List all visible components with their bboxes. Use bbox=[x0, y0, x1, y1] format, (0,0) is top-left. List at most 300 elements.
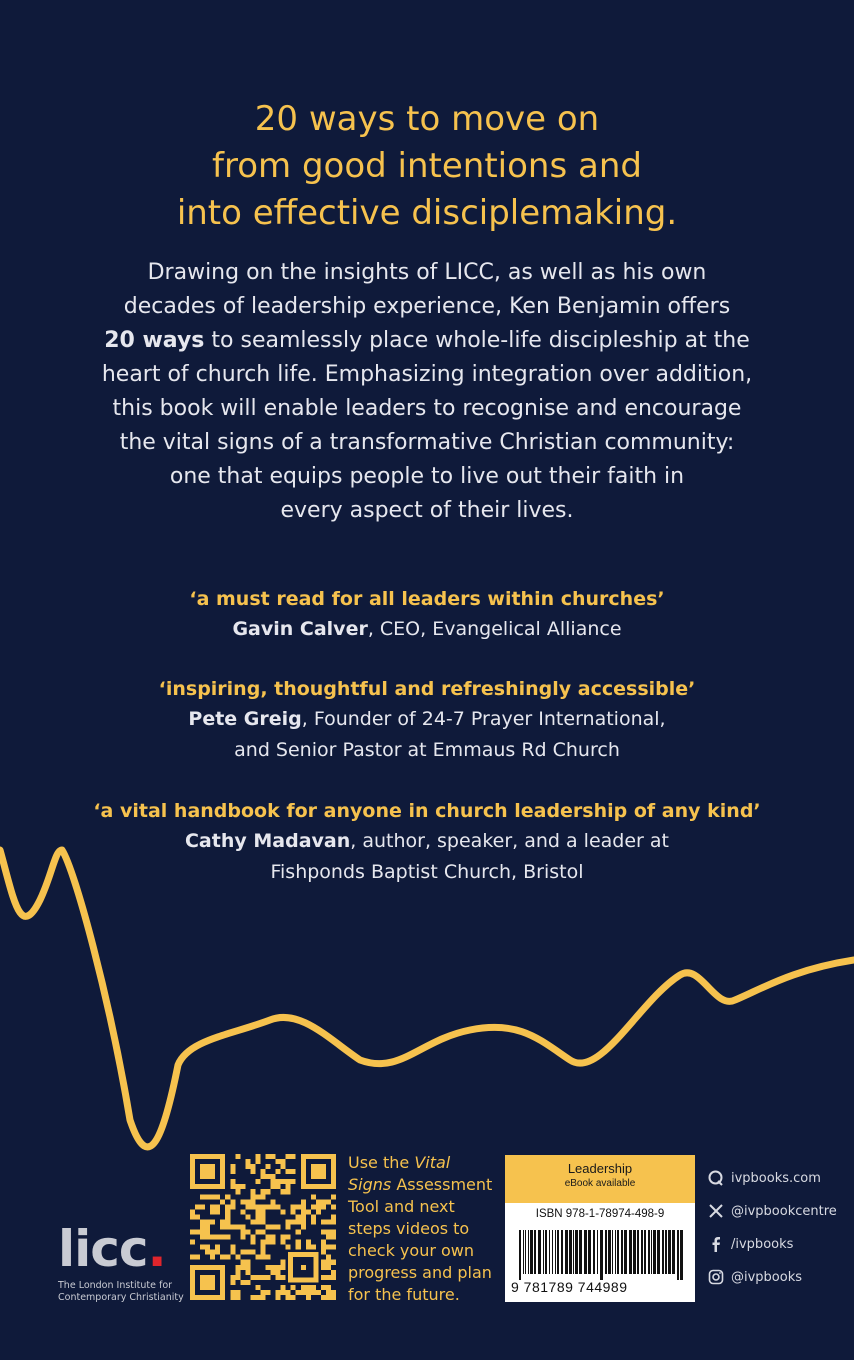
facebook-link[interactable] bbox=[707, 1235, 847, 1253]
qr-module bbox=[271, 1240, 276, 1245]
headline bbox=[0, 96, 854, 237]
qr-module bbox=[225, 1194, 230, 1199]
barcode-bar bbox=[552, 1230, 553, 1274]
qr-module bbox=[260, 1295, 265, 1300]
qr-module bbox=[230, 1245, 235, 1250]
qr-module bbox=[326, 1295, 331, 1300]
barcode-bar bbox=[605, 1230, 607, 1274]
qr-module bbox=[286, 1295, 291, 1300]
qr-module bbox=[276, 1204, 281, 1209]
barcode-bar bbox=[545, 1230, 547, 1274]
qr-module bbox=[281, 1260, 286, 1265]
endorser-name: Gavin Calver bbox=[232, 618, 368, 640]
qr-module bbox=[260, 1174, 265, 1179]
qr-module bbox=[306, 1245, 311, 1250]
qr-module bbox=[281, 1209, 286, 1214]
qr-module bbox=[306, 1295, 311, 1300]
endorsement-author bbox=[0, 826, 854, 857]
qr-module bbox=[291, 1285, 296, 1290]
qr-module bbox=[311, 1214, 316, 1219]
qr-module bbox=[240, 1209, 245, 1214]
book-description bbox=[60, 256, 794, 528]
qr-module bbox=[220, 1199, 225, 1204]
description-line: Drawing on the insights of LICC, as well as his own bbox=[147, 260, 707, 285]
qr-module bbox=[281, 1240, 286, 1245]
qr-module bbox=[331, 1214, 336, 1219]
qr-module bbox=[240, 1224, 245, 1229]
qr-module bbox=[286, 1179, 291, 1184]
barcode-bar bbox=[624, 1230, 627, 1274]
qr-module bbox=[291, 1295, 296, 1300]
licc-dot: . bbox=[147, 1220, 166, 1278]
qr-module bbox=[255, 1275, 260, 1280]
qr-module bbox=[230, 1184, 235, 1189]
headline-line: 20 ways to move on bbox=[254, 99, 600, 139]
qr-module bbox=[296, 1230, 301, 1235]
qr-module bbox=[311, 1290, 316, 1295]
barcode-bar bbox=[637, 1230, 639, 1274]
qr-module bbox=[266, 1204, 271, 1209]
qr-module bbox=[200, 1230, 205, 1235]
qr-module bbox=[276, 1169, 281, 1174]
qr-module bbox=[311, 1194, 316, 1199]
barcode-bar bbox=[665, 1230, 667, 1274]
qr-module bbox=[230, 1275, 235, 1280]
barcode-bar bbox=[579, 1230, 582, 1274]
qr-module bbox=[210, 1250, 215, 1255]
qr-module bbox=[230, 1280, 235, 1285]
qr-module bbox=[281, 1189, 286, 1194]
qr-module bbox=[331, 1275, 336, 1280]
qr-module bbox=[215, 1245, 220, 1250]
qr-module bbox=[255, 1204, 260, 1209]
qr-module bbox=[190, 1240, 195, 1245]
licc-logo bbox=[58, 1220, 198, 1304]
qr-module bbox=[321, 1240, 326, 1245]
endorser-role-line2: Fishponds Baptist Church, Bristol bbox=[270, 861, 584, 883]
x-icon bbox=[707, 1202, 725, 1220]
barcode-digits: 9 781789 744989 bbox=[511, 1279, 628, 1295]
barcode-box bbox=[505, 1155, 695, 1302]
qr-module bbox=[260, 1255, 265, 1260]
instagram-handle: @ivpbooks bbox=[731, 1269, 803, 1285]
qr-module bbox=[260, 1240, 265, 1245]
qr-module bbox=[190, 1255, 195, 1260]
qr-module bbox=[230, 1204, 235, 1209]
qr-module bbox=[245, 1270, 250, 1275]
qr-module bbox=[245, 1230, 250, 1235]
qr-module bbox=[245, 1250, 250, 1255]
qr-module bbox=[245, 1265, 250, 1270]
qr-module bbox=[266, 1154, 271, 1159]
endorsement bbox=[0, 584, 854, 645]
qr-module bbox=[260, 1194, 265, 1199]
qr-module bbox=[266, 1164, 271, 1169]
qr-module bbox=[235, 1154, 240, 1159]
qr-module bbox=[240, 1199, 245, 1204]
qr-module bbox=[276, 1295, 281, 1300]
qr-module bbox=[311, 1204, 316, 1209]
qr-module bbox=[255, 1159, 260, 1164]
barcode-bar bbox=[651, 1230, 652, 1274]
barcode-bar bbox=[600, 1230, 603, 1280]
barcode-bar bbox=[584, 1230, 587, 1274]
qr-module bbox=[326, 1245, 331, 1250]
qr-module bbox=[215, 1209, 220, 1214]
endorser-role-line2: and Senior Pastor at Emmaus Rd Church bbox=[234, 739, 620, 761]
qr-module bbox=[210, 1235, 215, 1240]
qr-module bbox=[260, 1214, 265, 1219]
barcode-bar bbox=[612, 1230, 613, 1274]
barcode-bar bbox=[621, 1230, 623, 1274]
licc-word: licc bbox=[58, 1220, 148, 1278]
qr-module bbox=[306, 1209, 311, 1214]
qr-module bbox=[215, 1235, 220, 1240]
qr-module bbox=[321, 1230, 326, 1235]
qr-module bbox=[215, 1250, 220, 1255]
qr-module bbox=[286, 1290, 291, 1295]
qr-module bbox=[291, 1154, 296, 1159]
qr-module bbox=[235, 1184, 240, 1189]
description-line: the vital signs of a transformative Christian community: bbox=[119, 430, 735, 455]
qr-module bbox=[331, 1290, 336, 1295]
qr-module bbox=[321, 1285, 326, 1290]
qr-module bbox=[250, 1240, 255, 1245]
barcode-bar bbox=[530, 1230, 533, 1274]
barcode bbox=[519, 1230, 683, 1280]
qr-module bbox=[296, 1204, 301, 1209]
qr-module bbox=[311, 1285, 316, 1290]
qr-module bbox=[260, 1275, 265, 1280]
qr-module bbox=[286, 1169, 291, 1174]
qr-module bbox=[230, 1224, 235, 1229]
qr-module bbox=[255, 1154, 260, 1159]
vital-signs-text bbox=[348, 1152, 498, 1306]
barcode-bar bbox=[672, 1230, 675, 1274]
qr-module bbox=[301, 1214, 306, 1219]
qr-module bbox=[301, 1224, 306, 1229]
barcode-bar bbox=[543, 1230, 544, 1274]
qr-module bbox=[250, 1169, 255, 1174]
qr-module bbox=[240, 1250, 245, 1255]
barcode-bar bbox=[557, 1230, 559, 1274]
barcode-bar bbox=[519, 1230, 521, 1280]
qr-module bbox=[210, 1255, 215, 1260]
licc-wordmark bbox=[58, 1220, 198, 1278]
qr-module bbox=[271, 1270, 276, 1275]
qr-module bbox=[195, 1255, 200, 1260]
qr-module bbox=[205, 1235, 210, 1240]
website-label: ivpbooks.com bbox=[731, 1170, 821, 1186]
qr-module bbox=[266, 1265, 271, 1270]
instagram-icon bbox=[707, 1268, 725, 1286]
barcode-bar bbox=[525, 1230, 526, 1274]
barcode-bar bbox=[569, 1230, 572, 1274]
description-line: one that equips people to live out their faith in bbox=[169, 464, 685, 489]
qr-module bbox=[225, 1224, 230, 1229]
qr-module bbox=[235, 1290, 240, 1295]
qr-module bbox=[331, 1235, 336, 1240]
qr-module bbox=[326, 1285, 331, 1290]
qr-module bbox=[240, 1280, 245, 1285]
qr-module bbox=[235, 1224, 240, 1229]
qr-module bbox=[200, 1224, 205, 1229]
qr-module bbox=[255, 1255, 260, 1260]
barcode-bar bbox=[573, 1230, 574, 1274]
qr-module bbox=[276, 1270, 281, 1275]
qr-module bbox=[321, 1295, 326, 1300]
qr-module bbox=[230, 1250, 235, 1255]
qr-module bbox=[220, 1219, 225, 1224]
qr-module bbox=[296, 1240, 301, 1245]
barcode-bar bbox=[528, 1230, 529, 1274]
vital-signs-post: Assessment Tool and next steps videos to check your own progress and plan for the future. bbox=[348, 1175, 493, 1304]
qr-module bbox=[271, 1224, 276, 1229]
qr-module bbox=[250, 1204, 255, 1209]
barcode-bar bbox=[648, 1230, 650, 1274]
qr-module bbox=[250, 1235, 255, 1240]
qr-module bbox=[321, 1219, 326, 1224]
qr-module bbox=[301, 1290, 306, 1295]
headline-line: into effective disciplemaking. bbox=[176, 193, 678, 233]
qr-module bbox=[291, 1204, 296, 1209]
qr-module bbox=[286, 1219, 291, 1224]
qr-module bbox=[260, 1204, 265, 1209]
qr-module bbox=[195, 1230, 200, 1235]
qr-module bbox=[266, 1290, 271, 1295]
qr-module bbox=[220, 1235, 225, 1240]
qr-module bbox=[255, 1219, 260, 1224]
qr-module bbox=[225, 1235, 230, 1240]
description-line: heart of church life. Emphasizing integration over addition, bbox=[101, 362, 753, 387]
qr-module bbox=[306, 1290, 311, 1295]
ebook-note: eBook available bbox=[564, 1178, 636, 1189]
qr-module bbox=[266, 1275, 271, 1280]
qr-module bbox=[200, 1219, 205, 1224]
qr-module bbox=[311, 1219, 316, 1224]
qr-module bbox=[250, 1189, 255, 1194]
qr-module bbox=[260, 1189, 265, 1194]
x-link[interactable] bbox=[707, 1202, 847, 1220]
qr-module bbox=[210, 1204, 215, 1209]
licc-tagline bbox=[58, 1280, 198, 1304]
qr-module bbox=[276, 1159, 281, 1164]
qr-module bbox=[245, 1260, 250, 1265]
qr-module bbox=[271, 1265, 276, 1270]
barcode-bar bbox=[668, 1230, 671, 1274]
website-link[interactable] bbox=[707, 1169, 847, 1187]
qr-module bbox=[266, 1240, 271, 1245]
barcode-bar bbox=[597, 1230, 598, 1274]
description-line: decades of leadership experience, Ken Benjamin offers bbox=[123, 294, 731, 319]
qr-module bbox=[311, 1245, 316, 1250]
qr-module bbox=[235, 1189, 240, 1194]
qr-module bbox=[281, 1164, 286, 1169]
qr-module bbox=[266, 1224, 271, 1229]
category: Leadership bbox=[567, 1161, 633, 1176]
endorser-name: Pete Greig bbox=[188, 708, 302, 730]
qr-module bbox=[250, 1194, 255, 1199]
qr-module bbox=[321, 1275, 326, 1280]
qr-module bbox=[255, 1179, 260, 1184]
qr-module bbox=[230, 1179, 235, 1184]
qr-module bbox=[266, 1189, 271, 1194]
barcode-bar bbox=[644, 1230, 646, 1274]
facebook-icon bbox=[707, 1235, 725, 1253]
x-handle: @ivpbookcentre bbox=[731, 1203, 837, 1219]
qr-module bbox=[281, 1290, 286, 1295]
barcode-bar bbox=[565, 1230, 568, 1274]
barcode-bar bbox=[617, 1230, 619, 1274]
qr-module bbox=[331, 1260, 336, 1265]
qr-module bbox=[205, 1224, 210, 1229]
barcode-bar bbox=[680, 1230, 683, 1280]
qr-module bbox=[271, 1179, 276, 1184]
qr-module bbox=[260, 1245, 265, 1250]
qr-module bbox=[271, 1199, 276, 1204]
qr-module bbox=[250, 1199, 255, 1204]
qr-module bbox=[271, 1204, 276, 1209]
qr-module bbox=[250, 1275, 255, 1280]
qr-module bbox=[235, 1265, 240, 1270]
qr-module bbox=[296, 1290, 301, 1295]
qr-module bbox=[331, 1194, 336, 1199]
instagram-link[interactable] bbox=[707, 1268, 847, 1286]
qr-module bbox=[240, 1260, 245, 1265]
qr-module bbox=[321, 1204, 326, 1209]
qr-module bbox=[205, 1219, 210, 1224]
qr-module bbox=[281, 1235, 286, 1240]
qr-module bbox=[210, 1209, 215, 1214]
barcode-bar bbox=[561, 1230, 563, 1274]
qr-module bbox=[190, 1230, 195, 1235]
qr-module bbox=[266, 1255, 271, 1260]
qr-module bbox=[326, 1265, 331, 1270]
qr-module bbox=[326, 1290, 331, 1295]
qr-module bbox=[250, 1250, 255, 1255]
barcode-bar bbox=[615, 1230, 616, 1274]
qr-module bbox=[326, 1235, 331, 1240]
qr-module bbox=[321, 1260, 326, 1265]
qr-module bbox=[215, 1204, 220, 1209]
qr-module bbox=[296, 1245, 301, 1250]
qr-module bbox=[271, 1184, 276, 1189]
qr-module bbox=[326, 1275, 331, 1280]
endorser-role: , Founder of 24-7 Prayer International, bbox=[301, 708, 666, 730]
qr-module bbox=[225, 1255, 230, 1260]
licc-tagline-line: Contemporary Christianity bbox=[58, 1292, 184, 1303]
qr-module bbox=[266, 1235, 271, 1240]
qr-code[interactable] bbox=[190, 1154, 336, 1300]
qr-module bbox=[205, 1194, 210, 1199]
qr-module bbox=[301, 1285, 306, 1290]
barcode-bar bbox=[534, 1230, 536, 1274]
qr-module bbox=[271, 1154, 276, 1159]
isbn: ISBN 978-1-78974-498-9 bbox=[535, 1208, 665, 1220]
qr-module bbox=[291, 1219, 296, 1224]
category-label bbox=[505, 1155, 695, 1203]
qr-module bbox=[281, 1179, 286, 1184]
qr-module bbox=[271, 1235, 276, 1240]
qr-module bbox=[301, 1209, 306, 1214]
qr-module bbox=[301, 1219, 306, 1224]
barcode-bar bbox=[523, 1230, 524, 1274]
qr-module bbox=[331, 1270, 336, 1275]
qr-module bbox=[210, 1194, 215, 1199]
qr-module bbox=[190, 1214, 195, 1219]
qr-module bbox=[205, 1250, 210, 1255]
qr-module bbox=[321, 1250, 326, 1255]
qr-module bbox=[250, 1219, 255, 1224]
barcode-bar bbox=[575, 1230, 578, 1274]
qr-module bbox=[230, 1295, 235, 1300]
qr-module bbox=[215, 1194, 220, 1199]
qr-module bbox=[326, 1199, 331, 1204]
endorser-role: , author, speaker, and a leader at bbox=[350, 830, 669, 852]
qr-module bbox=[326, 1255, 331, 1260]
qr-module bbox=[245, 1204, 250, 1209]
qr-module bbox=[296, 1219, 301, 1224]
qr-module bbox=[255, 1230, 260, 1235]
qr-module bbox=[271, 1174, 276, 1179]
qr-module bbox=[210, 1219, 215, 1224]
qr-module bbox=[205, 1245, 210, 1250]
qr-module bbox=[331, 1295, 336, 1300]
qr-module bbox=[245, 1159, 250, 1164]
qr-module bbox=[331, 1245, 336, 1250]
qr-module bbox=[331, 1204, 336, 1209]
endorsement bbox=[0, 796, 854, 888]
endorsement-author bbox=[0, 704, 854, 735]
qr-module bbox=[235, 1270, 240, 1275]
endorsement bbox=[0, 674, 854, 766]
headline-line: from good intentions and bbox=[212, 146, 642, 186]
qr-module bbox=[260, 1169, 265, 1174]
qr-module bbox=[260, 1250, 265, 1255]
qr-module bbox=[245, 1280, 250, 1285]
qr-module bbox=[230, 1290, 235, 1295]
qr-module bbox=[230, 1199, 235, 1204]
qr-module bbox=[286, 1184, 291, 1189]
barcode-bar bbox=[538, 1230, 541, 1274]
qr-module bbox=[200, 1235, 205, 1240]
barcode-bar bbox=[555, 1230, 556, 1274]
qr-module bbox=[281, 1265, 286, 1270]
qr-module bbox=[326, 1260, 331, 1265]
qr-module bbox=[200, 1245, 205, 1250]
qr-module bbox=[331, 1230, 336, 1235]
qr-module bbox=[245, 1164, 250, 1169]
qr-module bbox=[276, 1184, 281, 1189]
description-line: every aspect of their lives. bbox=[280, 498, 574, 523]
qr-module bbox=[255, 1194, 260, 1199]
barcode-bar bbox=[677, 1230, 679, 1280]
qr-module bbox=[286, 1224, 291, 1229]
qr-module bbox=[301, 1204, 306, 1209]
barcode-bar bbox=[653, 1230, 656, 1274]
qr-module bbox=[200, 1204, 205, 1209]
endorsement-quote: ‘inspiring, thoughtful and refreshingly accessible’ bbox=[158, 678, 696, 700]
qr-module bbox=[316, 1290, 321, 1295]
qr-module bbox=[225, 1204, 230, 1209]
qr-module bbox=[260, 1209, 265, 1214]
qr-module bbox=[220, 1255, 225, 1260]
qr-module bbox=[301, 1199, 306, 1204]
qr-module bbox=[225, 1209, 230, 1214]
description-line bbox=[60, 324, 794, 358]
qr-module bbox=[230, 1169, 235, 1174]
endorser-role: , CEO, Evangelical Alliance bbox=[367, 618, 622, 640]
